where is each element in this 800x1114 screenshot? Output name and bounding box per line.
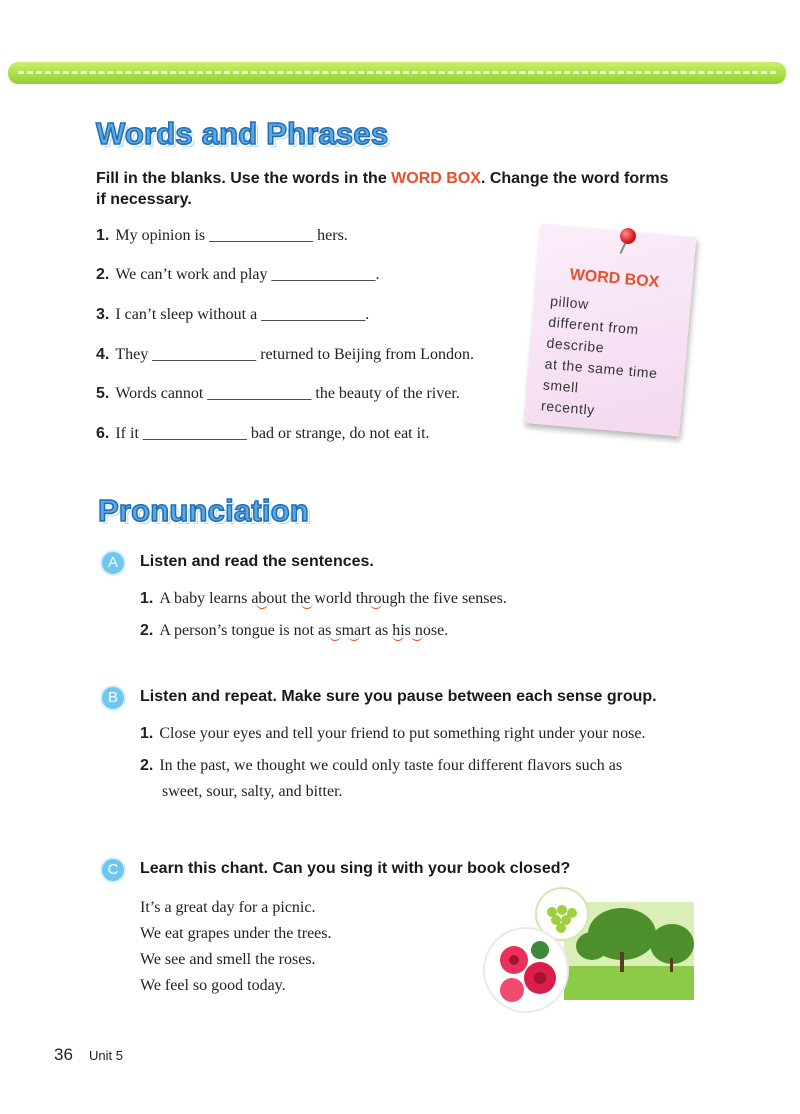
item-text: We can’t work and play _____________. [115, 266, 380, 283]
item-text: A person’s tongue is not as smart as his nose. [159, 622, 449, 639]
chant-line: We feel so good today. [140, 977, 286, 994]
instruction-text: if necessary. [96, 191, 192, 208]
section-a-badge: A [100, 550, 126, 576]
item-text: Close your eyes and tell your friend to put something right under your nose. [159, 725, 646, 742]
word-box-list [540, 291, 664, 426]
section-a-instruction: Listen and read the sentences. [140, 553, 374, 570]
item-text: Words cannot _____________ the beauty of the river. [115, 385, 460, 402]
top-stripe [8, 62, 786, 84]
item-number: 1. [140, 590, 154, 607]
exercise-item [96, 305, 369, 325]
words-section-title: Words and Phrases [96, 116, 389, 151]
unit-label: Unit 5 [89, 1048, 123, 1063]
item-text: In the past, we thought we could only taste four different flavors such as [159, 757, 623, 774]
sentence-item [140, 756, 622, 776]
roses-icon [484, 928, 568, 1012]
push-pin-icon [620, 228, 636, 244]
word-box-title: WORD BOX [569, 266, 660, 292]
item-text: They _____________ returned to Beijing from London. [115, 346, 474, 363]
picnic-illustration [482, 886, 698, 1014]
word-box-word: at the same time [544, 355, 659, 382]
sentence-item-continuation: sweet, sour, salty, and bitter. [162, 783, 343, 800]
item-text: If it _____________ bad or strange, do not eat it. [115, 425, 430, 442]
exercise-item [96, 424, 430, 444]
chant-lyrics [140, 895, 332, 999]
section-b-badge: B [100, 685, 126, 711]
instruction-text: Fill in the blanks. Use the words in the [96, 170, 392, 187]
sentence-item [140, 589, 507, 609]
item-number: 1. [140, 725, 154, 742]
word-box-word: recently [540, 397, 596, 418]
page-number: 36 [54, 1045, 73, 1064]
section-c-instruction: Learn this chant. Can you sing it with your book closed? [140, 860, 571, 877]
chant-line: We see and smell the roses. [140, 951, 316, 968]
item-number: 2. [140, 622, 154, 639]
section-c-badge: C [100, 857, 126, 883]
word-box-note [524, 224, 697, 437]
chant-line: We eat grapes under the trees. [140, 925, 332, 942]
word-box-word: pillow [549, 292, 590, 313]
exercise-item [96, 345, 474, 365]
word-box-word: smell [542, 376, 580, 396]
word-box-ref: WORD BOX [391, 170, 481, 187]
section-b-instruction: Listen and repeat. Make sure you pause between each sense group. [140, 688, 657, 705]
item-text: A baby learns about the world through the five senses. [159, 590, 507, 607]
item-number: 2. [96, 266, 110, 283]
item-number: 4. [96, 346, 110, 363]
exercise-item [96, 384, 460, 404]
item-text: My opinion is _____________ hers. [115, 227, 348, 244]
pronunciation-title: Pronunciation [98, 493, 309, 528]
item-number: 3. [96, 306, 110, 323]
item-number: 6. [96, 425, 110, 442]
instruction-text: . Change the word forms [480, 170, 669, 187]
item-text: I can’t sleep without a _____________. [115, 306, 370, 323]
exercise-item [96, 226, 348, 246]
words-instruction [96, 168, 736, 210]
chant-line: It’s a great day for a picnic. [140, 899, 316, 916]
item-number: 2. [140, 757, 154, 774]
sentence-item [140, 724, 645, 744]
word-box-word: describe [545, 334, 605, 356]
word-box-word: different from [547, 313, 640, 338]
exercise-item [96, 265, 379, 285]
item-number: 1. [96, 227, 110, 244]
item-number: 5. [96, 385, 110, 402]
